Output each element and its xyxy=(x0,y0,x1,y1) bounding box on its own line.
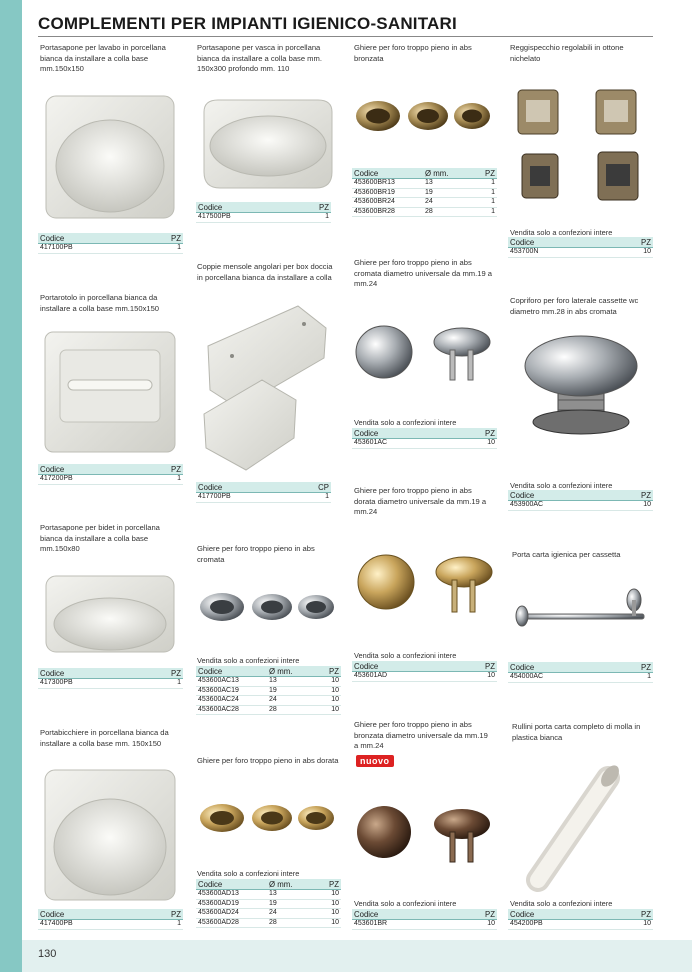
table-row xyxy=(352,179,497,189)
product-desc-453600AC: Ghiere per foro troppo pieno in abs cromata xyxy=(197,544,315,564)
product-qty: 10 xyxy=(463,672,497,682)
col-header-code: Codice xyxy=(508,662,619,673)
col-header-cp: CP xyxy=(297,482,331,493)
diameter: 13 xyxy=(267,890,311,900)
product-code: 417400PB xyxy=(38,920,149,930)
diameter: 13 xyxy=(267,677,311,687)
product-code: 453600BR19 xyxy=(352,188,423,198)
product-desc-417700PB: Coppie mensole angolari per box doccia in porcellana bianca da installare a colla xyxy=(197,262,333,282)
product-code: 453601AC xyxy=(352,439,463,449)
diameter: 24 xyxy=(423,198,467,208)
diameter: 19 xyxy=(423,188,467,198)
col-header-diameter: Ø mm. xyxy=(267,666,311,677)
product-qty: 10 xyxy=(311,705,341,715)
col-header-code: Codice xyxy=(196,482,297,493)
diameter: 19 xyxy=(267,899,311,909)
bronze-universal-ring-image xyxy=(352,796,497,871)
code-table-454200PB xyxy=(508,909,653,930)
product-code: 453600AC24 xyxy=(196,696,267,706)
product-code: 417700PB xyxy=(196,493,297,503)
product-qty: 1 xyxy=(467,179,497,189)
col-header-code: Codice xyxy=(352,168,423,179)
sale-note: Vendita solo a confezioni intere xyxy=(354,899,457,908)
col-header-code: Codice xyxy=(352,428,463,439)
sale-note: Vendita solo a confezioni intere xyxy=(197,656,300,665)
product-code: 453600BR13 xyxy=(352,179,423,189)
code-table-453601AD xyxy=(352,661,497,682)
col-header-pz: PZ xyxy=(619,490,653,501)
code-table-454000AC xyxy=(508,662,653,683)
code-table-417100PB xyxy=(38,233,183,254)
col-header-code: Codice xyxy=(508,237,619,248)
col-header-code: Codice xyxy=(38,464,149,475)
chrome-universal-ring-image xyxy=(352,316,497,391)
page-number: 130 xyxy=(38,948,57,960)
gold-universal-ring-image xyxy=(352,544,497,624)
col-header-code: Codice xyxy=(508,909,619,920)
cup-holder-image xyxy=(40,765,180,905)
diameter: 13 xyxy=(423,179,467,189)
product-qty: 10 xyxy=(619,920,653,930)
product-code: 453600AC19 xyxy=(196,686,267,696)
paper-roller-image xyxy=(510,762,655,897)
code-table-453700N xyxy=(508,237,653,258)
table-row xyxy=(196,705,341,715)
product-code: 453600BR24 xyxy=(352,198,423,208)
corner-shelves-image xyxy=(198,298,338,478)
col-header-code: Codice xyxy=(196,666,267,677)
sale-note: Vendita solo a confezioni intere xyxy=(197,869,300,878)
product-desc-417200PB: Portarotolo in porcellana bianca da installare a colla base mm.150x150 xyxy=(40,293,160,313)
product-qty: 10 xyxy=(311,686,341,696)
product-code: 454000AC xyxy=(508,673,619,683)
product-desc-454200PB: Rullini porta carta completo di molla in plastica bianca xyxy=(512,722,641,742)
product-qty: 1 xyxy=(149,679,183,689)
product-code: 453600AC28 xyxy=(196,705,267,715)
product-desc-453600AD: Ghiere per foro troppo pieno in abs dorata xyxy=(197,756,339,765)
table-row xyxy=(196,909,341,919)
product-qty: 10 xyxy=(619,248,653,258)
product-code: 454200PB xyxy=(508,920,619,930)
code-table-417400PB xyxy=(38,909,183,930)
product-qty: 10 xyxy=(311,918,341,928)
product-qty: 10 xyxy=(311,909,341,919)
product-desc-453601BR: Ghiere per foro troppo pieno in abs bronzata diametro universale da mm.19 a mm.24 xyxy=(354,720,488,751)
mirror-clips-image xyxy=(508,82,653,212)
col-header-pz: PZ xyxy=(467,168,497,179)
sale-note: Vendita solo a confezioni intere xyxy=(510,481,613,490)
col-header-code: Codice xyxy=(38,909,149,920)
diameter: 24 xyxy=(267,696,311,706)
product-qty: 1 xyxy=(467,207,497,217)
new-badge: nuovo xyxy=(356,755,394,767)
col-header-pz: PZ xyxy=(463,909,497,920)
product-qty: 10 xyxy=(311,890,341,900)
table-row xyxy=(352,188,497,198)
product-desc-453601AC: Ghiere per foro troppo pieno in abs cromata diametro universale da mm.19 a mm.24 xyxy=(354,258,493,289)
col-header-pz: PZ xyxy=(311,666,341,677)
soap-dish-bidet-image xyxy=(40,570,180,660)
diameter: 28 xyxy=(423,207,467,217)
col-header-pz: PZ xyxy=(619,237,653,248)
code-table-453600BR xyxy=(352,168,497,217)
product-desc-453900AC: Copriforo per foro laterale cassette wc diametro mm.28 in abs cromata xyxy=(510,296,639,316)
product-qty: 10 xyxy=(463,920,497,930)
product-code: 453601AD xyxy=(352,672,463,682)
table-row xyxy=(196,686,341,696)
col-header-diameter: Ø mm. xyxy=(267,879,311,890)
col-header-code: Codice xyxy=(352,909,463,920)
product-qty: 10 xyxy=(311,696,341,706)
code-table-453601AC xyxy=(352,428,497,449)
sale-note: Vendita solo a confezioni intere xyxy=(510,899,613,908)
col-header-pz: PZ xyxy=(149,668,183,679)
product-desc-453601AD: Ghiere per foro troppo pieno in abs dorata diametro universale da mm.19 a mm.24 xyxy=(354,486,487,517)
soap-dish-sink-image xyxy=(40,90,180,225)
gold-overflow-rings-image xyxy=(198,796,338,846)
code-table-417500PB xyxy=(196,202,331,223)
col-header-pz: PZ xyxy=(297,202,331,213)
chrome-overflow-rings-image xyxy=(198,585,338,635)
code-table-453900AC xyxy=(508,490,653,511)
col-header-code: Codice xyxy=(196,202,297,213)
product-qty: 1 xyxy=(297,213,331,223)
code-table-417300PB xyxy=(38,668,183,689)
diameter: 19 xyxy=(267,686,311,696)
product-qty: 10 xyxy=(311,899,341,909)
product-code: 453600AC13 xyxy=(196,677,267,687)
col-header-code: Codice xyxy=(38,668,149,679)
chrome-hole-cover-image xyxy=(516,334,646,442)
product-desc-454000AC: Porta carta igienica per cassetta xyxy=(512,550,621,559)
code-table-417700PB xyxy=(196,482,331,503)
col-header-pz: PZ xyxy=(149,233,183,244)
product-qty: 1 xyxy=(297,493,331,503)
product-code: 453700N xyxy=(508,248,619,258)
col-header-code: Codice xyxy=(352,661,463,672)
product-code: 453600BR28 xyxy=(352,207,423,217)
product-code: 453600AD19 xyxy=(196,899,267,909)
product-desc-453600BR: Ghiere per foro troppo pieno in abs bronzata xyxy=(354,43,472,63)
product-desc-453700N: Reggispecchio regolabili in ottone nichelato xyxy=(510,43,624,63)
product-qty: 1 xyxy=(619,673,653,683)
page-sidebar-band xyxy=(0,0,22,972)
product-code: 453600AD24 xyxy=(196,909,267,919)
table-row xyxy=(196,696,341,706)
col-header-pz: PZ xyxy=(149,464,183,475)
product-qty: 1 xyxy=(149,920,183,930)
soap-dish-bathtub-image xyxy=(198,92,338,197)
diameter: 28 xyxy=(267,705,311,715)
title-divider xyxy=(38,36,653,37)
diameter: 24 xyxy=(267,909,311,919)
table-row xyxy=(352,198,497,208)
page-footer-band xyxy=(22,940,692,972)
code-table-453600AC xyxy=(196,666,341,715)
col-header-pz: PZ xyxy=(311,879,341,890)
diameter: 28 xyxy=(267,918,311,928)
product-qty: 10 xyxy=(619,501,653,511)
code-table-417200PB xyxy=(38,464,183,485)
sale-note: Vendita solo a confezioni intere xyxy=(354,418,457,427)
product-code: 417200PB xyxy=(38,475,149,485)
table-row xyxy=(196,677,341,687)
page-title: COMPLEMENTI PER IMPIANTI IGIENICO-SANITARI xyxy=(38,14,457,33)
table-row xyxy=(196,899,341,909)
sale-note: Vendita solo a confezioni intere xyxy=(354,651,457,660)
col-header-pz: PZ xyxy=(463,661,497,672)
product-qty: 10 xyxy=(311,677,341,687)
product-qty: 1 xyxy=(149,475,183,485)
product-desc-417100PB: Portasapone per lavabo in porcellana bianca da installare a colla base mm.150x150 xyxy=(40,43,166,74)
col-header-diameter: Ø mm. xyxy=(423,168,467,179)
table-row xyxy=(196,890,341,900)
toilet-paper-bar-image xyxy=(510,582,655,642)
product-code: 453601BR xyxy=(352,920,463,930)
product-desc-417500PB: Portasapone per vasca in porcellana bianca da installare a colla base mm. 150x300 profondo mm. 110 xyxy=(197,43,322,74)
table-row xyxy=(352,207,497,217)
code-table-453600AD xyxy=(196,879,341,928)
product-qty: 1 xyxy=(467,198,497,208)
product-code: 453600AD13 xyxy=(196,890,267,900)
toilet-roll-holder-image xyxy=(40,328,180,456)
product-code: 453600AD28 xyxy=(196,918,267,928)
product-code: 417100PB xyxy=(38,244,149,254)
product-desc-417300PB: Portasapone per bidet in porcellana bianca da installare a colla base mm.150x80 xyxy=(40,523,160,554)
sale-note: Vendita solo a confezioni intere xyxy=(510,228,613,237)
product-code: 417500PB xyxy=(196,213,297,223)
col-header-code: Codice xyxy=(508,490,619,501)
product-qty: 1 xyxy=(467,188,497,198)
code-table-453601BR xyxy=(352,909,497,930)
table-row xyxy=(196,918,341,928)
col-header-pz: PZ xyxy=(463,428,497,439)
col-header-pz: PZ xyxy=(619,909,653,920)
product-code: 417300PB xyxy=(38,679,149,689)
product-qty: 1 xyxy=(149,244,183,254)
product-qty: 10 xyxy=(463,439,497,449)
product-code: 453900AC xyxy=(508,501,619,511)
product-desc-417400PB: Portabicchiere in porcellana bianca da installare a colla base mm. 150x150 xyxy=(40,728,169,748)
col-header-code: Codice xyxy=(196,879,267,890)
col-header-pz: PZ xyxy=(619,662,653,673)
col-header-pz: PZ xyxy=(149,909,183,920)
col-header-code: Codice xyxy=(38,233,149,244)
bronze-overflow-rings-image xyxy=(354,92,494,147)
